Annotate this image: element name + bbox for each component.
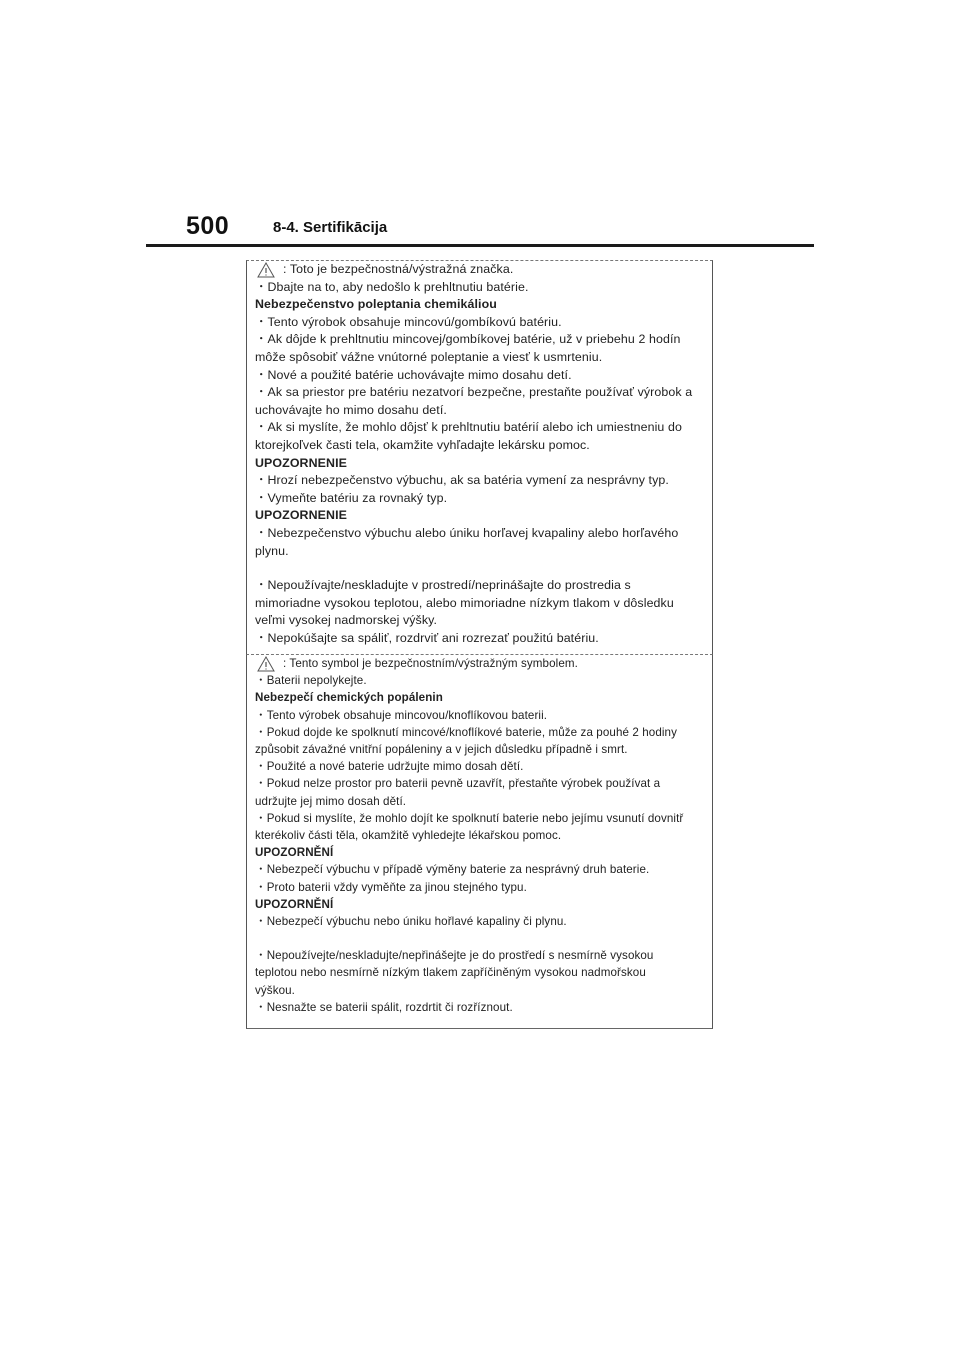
notice-line: ・Proto baterii vždy vyměňte za jinou stejného typu.: [255, 880, 527, 894]
notice-line: ・Tento výrobek obsahuje mincovou/knoflíkovou baterii.: [255, 708, 548, 722]
notice-line: ・Dbajte na to, aby nedošlo k prehltnutiu batérie.: [255, 279, 529, 294]
warning-triangle-icon: [257, 262, 275, 278]
header-rule: [146, 244, 814, 247]
notice-line: ・Baterii nepolykejte.: [255, 674, 367, 688]
spacer: [255, 560, 706, 577]
notice-line: ・Hrozí nebezpečenstvo výbuchu, ak sa batéria vymení za nesprávny typ.: [255, 473, 669, 488]
notice-heading: UPOZORNENIE: [255, 455, 347, 470]
notice-line: mimoriadne vysokou teplotou, alebo mimoriadne nízkym tlakom v dôsledku: [255, 595, 674, 610]
notice-line: ・Nebezpečí výbuchu nebo úniku hořlavé kapaliny či plynu.: [255, 915, 567, 929]
notice-heading: Nebezpečí chemických popálenin: [255, 691, 443, 705]
notice-line: ・Pokud dojde ke spolknutí mincové/knoflíkové baterie, může za pouhé 2 hodiny: [255, 725, 678, 739]
notice-line: ・Ak si myslíte, že mohlo dôjsť k prehltnutiu batérií alebo ich umiestneniu do: [255, 420, 682, 435]
notice-heading: UPOZORNĚNÍ: [255, 846, 334, 860]
symbol-definition-text: : Toto je bezpečnostná/výstražná značka.: [283, 262, 514, 276]
section-title: 8-4. Sertifikācija: [273, 219, 388, 236]
notice-line: veľmi vysokej nadmorskej výšky.: [255, 613, 438, 628]
symbol-definition-line: [255, 655, 706, 672]
symbol-definition-line: [255, 261, 706, 279]
notice-line: ・Ak sa priestor pre batériu nezatvorí bezpečne, prestaňte používať výrobok a: [255, 385, 693, 400]
notice-line: uchovávajte ho mimo dosahu detí.: [255, 402, 447, 417]
notice-line: ・Pokud nelze prostor pro baterii pevně uzavřít, přestaňte výrobek používat a: [255, 777, 661, 791]
notice-line: ・Nové a použité batérie uchovávajte mimo dosahu detí.: [255, 367, 572, 382]
notice-line: udržujte jej mimo dosah dětí.: [255, 794, 407, 808]
symbol-definition-text: : Tento symbol je bezpečnostním/výstražným symbolem.: [283, 657, 578, 670]
notice-line: ・Použité a nové baterie udržujte mimo dosah dětí.: [255, 760, 524, 774]
notice-line: teplotou nebo nesmírně nízkým tlakem zapříčiněným vysokou nadmořskou: [255, 966, 646, 980]
notice-line: ・Nesnažte se baterii spálit, rozdrtit či rozříznout.: [255, 1000, 513, 1014]
warning-notice-slovak: [246, 260, 713, 655]
warning-notice-czech: [246, 655, 713, 1029]
notice-line: ktorejkoľvek časti tela, okamžite vyhľadajte lekársku pomoc.: [255, 437, 590, 452]
notice-line: kterékoliv části těla, okamžitě vyhledejte lékařskou pomoc.: [255, 829, 562, 843]
notice-heading: UPOZORNENIE: [255, 508, 347, 523]
notice-line: ・Tento výrobok obsahuje mincovú/gombíkovú batériu.: [255, 314, 562, 329]
notice-line: ・Pokud si myslíte, že mohlo dojít ke spolknutí baterie nebo jejímu vsunutí dovnitř: [255, 811, 684, 825]
notice-line: ・Vymeňte batériu za rovnaký typ.: [255, 490, 448, 505]
notice-line: ・Ak dôjde k prehltnutiu mincovej/gombíkovej batérie, už v priebehu 2 hodín: [255, 332, 681, 347]
spacer: [255, 930, 706, 947]
notice-line: ・Nepokúšajte sa spáliť, rozdrviť ani rozrezať použitú batériu.: [255, 630, 599, 645]
notice-line: plynu.: [255, 543, 289, 558]
notice-heading: Nebezpečenstvo poleptania chemikáliou: [255, 297, 497, 312]
notice-line: způsobit závažné vnitřní popáleniny a v jejich důsledku případně i smrt.: [255, 743, 628, 757]
notice-line: ・Nebezpečenstvo výbuchu alebo úniku horľavej kvapaliny alebo horľavého: [255, 525, 679, 540]
notice-heading: UPOZORNĚNÍ: [255, 897, 334, 911]
notice-line: ・Nebezpečí výbuchu v případě výměny baterie za nesprávný druh baterie.: [255, 863, 650, 877]
page-number: 500: [186, 212, 230, 240]
notice-line: ・Nepoužívajte/neskladujte v prostredí/neprinášajte do prostredia s: [255, 578, 631, 593]
notice-line: môže spôsobiť vážne vnútorné poleptanie a viesť k usmrteniu.: [255, 349, 603, 364]
warning-triangle-icon: [257, 656, 275, 672]
notice-line: ・Nepoužívejte/neskladujte/nepřinášejte je do prostředí s nesmírně vysokou: [255, 949, 654, 963]
notice-line: výškou.: [255, 983, 296, 997]
